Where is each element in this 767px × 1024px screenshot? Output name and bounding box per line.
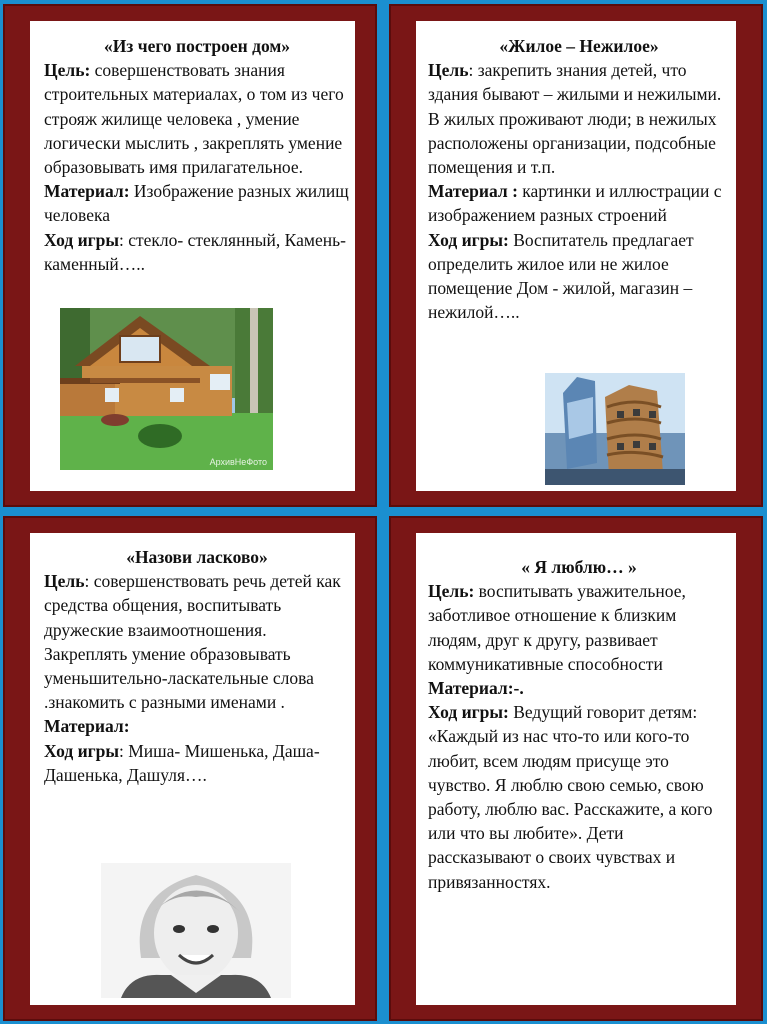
goal-text: : закрепить знания детей, что здания бывают – жилыми и нежилыми. В жилых проживают люди; в нежилых расположены организации, подсобные помещения и т.п. (428, 60, 722, 178)
material-label: Материал: (44, 716, 130, 737)
card-2-inner (416, 21, 736, 491)
material-text: картинки и иллюстрации с изображением разных строений (428, 181, 722, 226)
course-label: Ход игры (44, 740, 119, 761)
wooden-house-image (60, 308, 273, 470)
goal-text: воспитывать уважительное, заботливое отношение к близким людям, друг к другу, развивает коммуникативные способности (428, 581, 686, 674)
card-3-inner (30, 533, 355, 1005)
goal-paragraph (428, 579, 730, 676)
material-paragraph (44, 714, 350, 738)
material-label: Материал : (428, 181, 518, 202)
image-watermark: АрхивНеФото (209, 457, 267, 467)
goal-label: Цель: (428, 581, 475, 602)
goal-paragraph (428, 58, 730, 179)
course-text: : Миша- Мишенька, Даша- Дашенька, Дашуля…. (44, 740, 320, 785)
material-paragraph (428, 676, 730, 700)
game-card-2 (389, 4, 763, 507)
modern-building-image (545, 373, 685, 485)
course-paragraph (44, 228, 350, 276)
card-title: « Я люблю… » (521, 557, 637, 577)
smiling-child-image (101, 863, 291, 998)
course-label: Ход игры: (428, 702, 509, 723)
material-paragraph (428, 179, 730, 227)
course-label: Ход игры: (428, 229, 509, 250)
goal-text: : совершенствовать речь детей как средства общения, воспитывать дружеские взаимоотношения. Закреплять умение образовывать уменьшительно-ласкательные слова .знакомить с разными именами . (44, 571, 341, 713)
goal-label: Цель: (44, 60, 91, 81)
card-1-inner (30, 21, 355, 491)
card-4-inner (416, 533, 736, 1005)
course-paragraph (428, 700, 730, 894)
card-title: «Жилое – Нежилое» (499, 36, 659, 56)
card-4-text (428, 555, 730, 894)
course-paragraph (428, 228, 730, 325)
course-text: Ведущий говорит детям: «Каждый из нас что-то или кого-то любит, всем людям присуще это чувство. Я люблю свою семью, свою работу, люблю вас. Расскажите, а кого или что вы любите». Дети рассказывают о своих чувствах и привязанностях. (428, 702, 713, 892)
card-3-text (44, 545, 350, 787)
card-1-text (44, 34, 350, 276)
goal-label: Цель (428, 60, 469, 81)
material-paragraph (44, 179, 350, 227)
card-title: «Назови ласково» (126, 547, 268, 567)
course-text: Воспитатель предлагает определить жилое или не жилое помещение Дом - жилой, магазин – нежилой….. (428, 229, 694, 323)
course-text: : стекло- стеклянный, Камень-каменный….. (44, 229, 346, 274)
game-card-1 (3, 4, 377, 507)
game-card-3 (3, 516, 377, 1021)
game-card-4 (389, 516, 763, 1021)
goal-paragraph (44, 569, 350, 714)
goal-paragraph (44, 58, 350, 179)
goal-label: Цель (44, 571, 85, 592)
material-text: Изображение разных жилищ человека (44, 181, 349, 226)
material-label: Материал:-. (428, 678, 524, 699)
course-paragraph (44, 739, 350, 787)
material-label: Материал: (44, 181, 130, 202)
card-2-text (428, 34, 730, 324)
card-title: «Из чего построен дом» (103, 36, 291, 56)
goal-text: совершенствовать знания строительных материалах, о том из чего строяж жилище человека , умение логически мыслить , закреплять умение образовывать имя прилагательное. (44, 60, 344, 178)
course-label: Ход игры (44, 229, 119, 250)
